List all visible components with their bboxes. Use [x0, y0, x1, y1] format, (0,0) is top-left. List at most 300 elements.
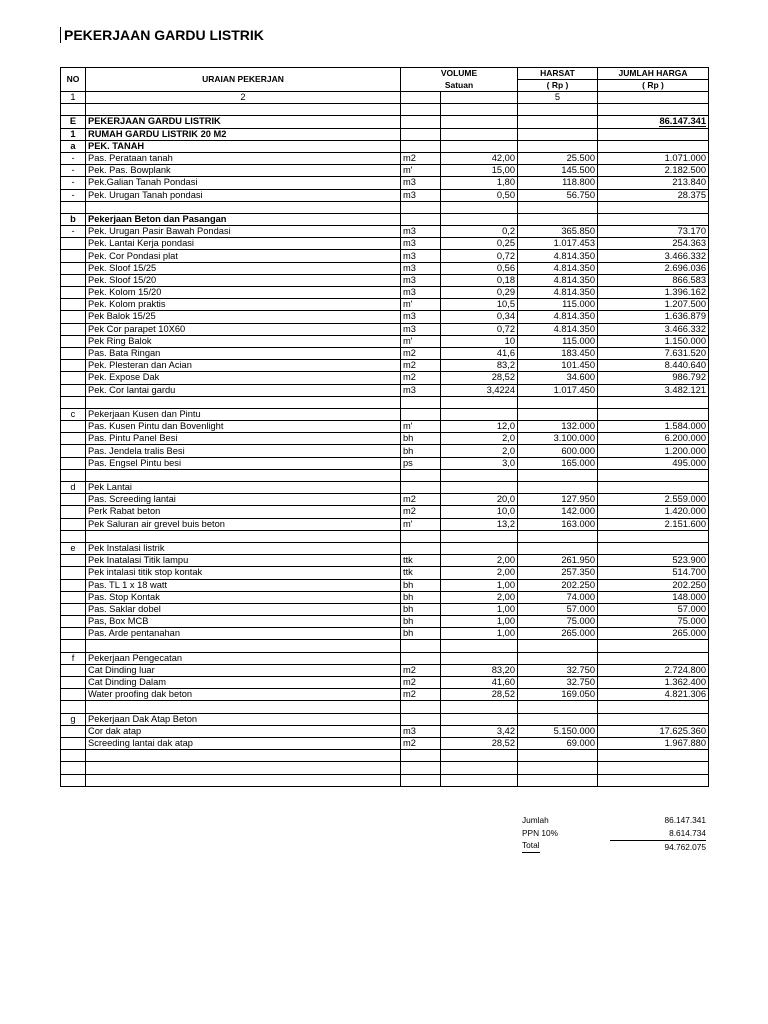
cell-harsat: 3.100.000: [518, 433, 598, 445]
cell-vol: 0,29: [441, 287, 518, 299]
cell-uraian: Pek Balok 15/25: [86, 311, 401, 323]
cell-no: a: [61, 140, 86, 152]
table-row: [61, 555, 709, 567]
col-jumlah-header: JUMLAH HARGA: [598, 68, 709, 80]
cell-jumlah: 213.840: [598, 177, 709, 189]
cell-no: [61, 530, 86, 542]
cell-sat: m3: [401, 262, 441, 274]
cell-uraian: Pas. Screeding lantai: [86, 494, 401, 506]
table-row: [61, 262, 709, 274]
cell-harsat: 169.050: [518, 689, 598, 701]
cell-harsat: 265.000: [518, 628, 598, 640]
cell-uraian: Pek. Cor lantai gardu: [86, 384, 401, 396]
cell-uraian: Pekerjaan Dak Atap Beton: [86, 713, 401, 725]
spacer-row: [61, 104, 709, 116]
cell-sat: m3: [401, 384, 441, 396]
cell-vol: [441, 774, 518, 786]
cell-jumlah: [598, 762, 709, 774]
cell-sat: m3: [401, 323, 441, 335]
cell-harsat: 115.000: [518, 335, 598, 347]
table-row: [61, 299, 709, 311]
table-row: [61, 567, 709, 579]
cell-jumlah: [598, 140, 709, 152]
cell-jumlah: [598, 542, 709, 554]
cell-jumlah: 73.170: [598, 226, 709, 238]
cell-harsat: 4.814.350: [518, 311, 598, 323]
cell-harsat: 132.000: [518, 421, 598, 433]
cell-jumlah: 148.000: [598, 591, 709, 603]
cell-jumlah: [598, 701, 709, 713]
cell-sat: [401, 530, 441, 542]
cell-no: [61, 750, 86, 762]
cell-uraian: Pek. Cor Pondasi plat: [86, 250, 401, 262]
cell-vol: 10,5: [441, 299, 518, 311]
cell-jumlah: 28.375: [598, 189, 709, 201]
cell-no: [61, 323, 86, 335]
cell-jumlah: 514.700: [598, 567, 709, 579]
cell-jumlah: [598, 750, 709, 762]
table-row: [61, 165, 709, 177]
cell-vol: 2,00: [441, 591, 518, 603]
cell-harsat: 4.814.350: [518, 262, 598, 274]
cell-no: [61, 445, 86, 457]
cell-harsat: [518, 652, 598, 664]
table-row: [61, 701, 709, 713]
cell-harsat: 183.450: [518, 347, 598, 359]
section-total-row: [61, 116, 709, 128]
cell-uraian: [86, 640, 401, 652]
cell-vol: 0,72: [441, 250, 518, 262]
cell-uraian: Pas. Stop Kontak: [86, 591, 401, 603]
cell-vol: 0,18: [441, 274, 518, 286]
table-row: [61, 518, 709, 530]
cell-jumlah: [598, 482, 709, 494]
cell-no: [61, 384, 86, 396]
cell-no: [61, 518, 86, 530]
table-row: [61, 457, 709, 469]
cell-uraian: Pas. Pintu Panel Besi: [86, 433, 401, 445]
cell-jumlah: [598, 652, 709, 664]
table-row: [61, 713, 709, 725]
cell-vol: [441, 201, 518, 213]
cell-vol: 2,0: [441, 445, 518, 457]
cell-no: b: [61, 213, 86, 225]
cell-sat: m3: [401, 274, 441, 286]
cell-vol: 2,0: [441, 433, 518, 445]
cell-uraian: PEK. TANAH: [86, 140, 401, 152]
cell-jumlah: [598, 530, 709, 542]
cell-uraian: Pas, Box MCB: [86, 616, 401, 628]
cell-vol: [441, 140, 518, 152]
cell-uraian: Pas. Engsel Pintu besi: [86, 457, 401, 469]
cell-vol: [441, 482, 518, 494]
cell-no: [61, 250, 86, 262]
cell-no: [61, 567, 86, 579]
cell-jumlah: 3.482.121: [598, 384, 709, 396]
cell-sat: [401, 652, 441, 664]
cell-sat: m3: [401, 177, 441, 189]
cell-no: [61, 677, 86, 689]
cell-no: [61, 506, 86, 518]
cell-sat: [401, 482, 441, 494]
cell-harsat: 115.000: [518, 299, 598, 311]
cell-vol: 3,4224: [441, 384, 518, 396]
cell-no: [61, 396, 86, 408]
cell-no: [61, 347, 86, 359]
cell-harsat: [518, 640, 598, 652]
cell-sat: bh: [401, 616, 441, 628]
table-row: [61, 445, 709, 457]
table-row: [61, 201, 709, 213]
cell-jumlah: 75.000: [598, 616, 709, 628]
cell-sat: [401, 140, 441, 152]
cell-jumlah: 7.631.520: [598, 347, 709, 359]
cell-uraian: Cor dak atap: [86, 725, 401, 737]
table-row: [61, 579, 709, 591]
cell-harsat: 261.950: [518, 555, 598, 567]
cell-uraian: Pek. Kolom praktis: [86, 299, 401, 311]
cell-harsat: 600.000: [518, 445, 598, 457]
cell-harsat: 74.000: [518, 591, 598, 603]
cell-sat: bh: [401, 591, 441, 603]
cell-no: f: [61, 652, 86, 664]
cell-harsat: 118.800: [518, 177, 598, 189]
cell-uraian: Pek intalasi titik stop kontak: [86, 567, 401, 579]
cell-sat: bh: [401, 433, 441, 445]
section-no: E: [61, 116, 86, 128]
cell-no: -: [61, 226, 86, 238]
cell-uraian: [86, 762, 401, 774]
cell-jumlah: 495.000: [598, 457, 709, 469]
cell-vol: [441, 762, 518, 774]
cell-no: [61, 469, 86, 481]
cell-harsat: 365.850: [518, 226, 598, 238]
cell-harsat: 1.017.450: [518, 384, 598, 396]
cell-uraian: [86, 701, 401, 713]
cell-jumlah: 1.584.000: [598, 421, 709, 433]
cell-sat: [401, 213, 441, 225]
table-row: [61, 421, 709, 433]
cell-sat: m2: [401, 360, 441, 372]
cell-no: [61, 640, 86, 652]
cell-vol: [441, 530, 518, 542]
cell-no: [61, 311, 86, 323]
cell-no: [61, 433, 86, 445]
cell-harsat: 32.750: [518, 664, 598, 676]
table-row: [61, 189, 709, 201]
table-row: [61, 737, 709, 749]
cell-jumlah: [598, 201, 709, 213]
cell-sat: bh: [401, 445, 441, 457]
cell-uraian: Pas. Kusen Pintu dan Bovenlight: [86, 421, 401, 433]
cell-uraian: Pek. Sloof 15/25: [86, 262, 401, 274]
table-row: [61, 152, 709, 164]
cell-uraian: [86, 530, 401, 542]
table-row: [61, 128, 709, 140]
cell-uraian: Pas. TL 1 x 18 watt: [86, 579, 401, 591]
cell-sat: [401, 542, 441, 554]
cell-vol: 1,80: [441, 177, 518, 189]
cell-vol: [441, 652, 518, 664]
cell-vol: [441, 750, 518, 762]
cell-sat: m2: [401, 664, 441, 676]
cell-jumlah: 986.792: [598, 372, 709, 384]
cell-harsat: 142.000: [518, 506, 598, 518]
cell-sat: [401, 774, 441, 786]
cell-harsat: 56.750: [518, 189, 598, 201]
cell-sat: m': [401, 165, 441, 177]
cell-uraian: Pekerjaan Beton dan Pasangan: [86, 213, 401, 225]
cell-no: [61, 591, 86, 603]
table-row: [61, 725, 709, 737]
cell-jumlah: 4.821.306: [598, 689, 709, 701]
cell-uraian: Pas. Perataan tanah: [86, 152, 401, 164]
cell-no: -: [61, 177, 86, 189]
cell-vol: 83,20: [441, 664, 518, 676]
cell-no: [61, 689, 86, 701]
cell-uraian: Pas. Arde pentanahan: [86, 628, 401, 640]
table-row: [61, 689, 709, 701]
cell-harsat: [518, 774, 598, 786]
cell-vol: 28,52: [441, 372, 518, 384]
cell-jumlah: 2.151.600: [598, 518, 709, 530]
cell-vol: 10,0: [441, 506, 518, 518]
cell-vol: [441, 469, 518, 481]
cell-vol: [441, 701, 518, 713]
table-row: [61, 177, 709, 189]
cell-vol: 3,42: [441, 725, 518, 737]
cell-no: [61, 579, 86, 591]
cell-harsat: 4.814.350: [518, 274, 598, 286]
index-jumlah: [598, 92, 709, 104]
index-vol: [441, 92, 518, 104]
cell-harsat: 5.150.000: [518, 725, 598, 737]
cell-vol: 10: [441, 335, 518, 347]
cell-uraian: Pek Lantai: [86, 482, 401, 494]
cell-vol: 1,00: [441, 616, 518, 628]
cell-uraian: Pekerjaan Pengecatan: [86, 652, 401, 664]
cell-sat: m3: [401, 238, 441, 250]
cell-harsat: [518, 201, 598, 213]
cell-no: -: [61, 165, 86, 177]
cell-vol: [441, 128, 518, 140]
cell-vol: 13,2: [441, 518, 518, 530]
cell-vol: 41,60: [441, 677, 518, 689]
cell-no: [61, 299, 86, 311]
cell-sat: m3: [401, 189, 441, 201]
cell-jumlah: 1.967.880: [598, 737, 709, 749]
cell-jumlah: 57.000: [598, 603, 709, 615]
col-uraian-header: URAIAN PEKERJAN: [86, 68, 401, 92]
cell-no: [61, 664, 86, 676]
cell-no: [61, 603, 86, 615]
cell-vol: 0,56: [441, 262, 518, 274]
cell-no: -: [61, 189, 86, 201]
cell-jumlah: 3.466.332: [598, 250, 709, 262]
cell-jumlah: 3.466.332: [598, 323, 709, 335]
cell-vol: [441, 713, 518, 725]
cell-vol: [441, 542, 518, 554]
section-total-value: 86.147.341: [598, 116, 709, 128]
cell-sat: m3: [401, 226, 441, 238]
table-row: [61, 482, 709, 494]
cell-no: [61, 494, 86, 506]
cell-uraian: [86, 774, 401, 786]
cell-jumlah: 2.559.000: [598, 494, 709, 506]
cell-jumlah: [598, 640, 709, 652]
cell-sat: [401, 408, 441, 420]
cell-harsat: [518, 713, 598, 725]
cell-harsat: 127.950: [518, 494, 598, 506]
cell-jumlah: [598, 128, 709, 140]
table-row: [61, 616, 709, 628]
table-row: [61, 542, 709, 554]
cell-harsat: [518, 408, 598, 420]
cell-sat: ttk: [401, 567, 441, 579]
cell-vol: [441, 396, 518, 408]
cell-jumlah: 2.182.500: [598, 165, 709, 177]
cell-harsat: [518, 128, 598, 140]
cell-jumlah: 1.150.000: [598, 335, 709, 347]
cell-harsat: 101.450: [518, 360, 598, 372]
cell-sat: [401, 713, 441, 725]
cell-harsat: [518, 530, 598, 542]
cell-sat: [401, 750, 441, 762]
cell-vol: [441, 640, 518, 652]
cell-vol: 20,0: [441, 494, 518, 506]
table-row: [61, 494, 709, 506]
cell-uraian: Pek Instalasi listrik: [86, 542, 401, 554]
cell-sat: [401, 762, 441, 774]
cell-sat: m2: [401, 506, 441, 518]
cell-harsat: [518, 396, 598, 408]
cell-uraian: Pek Saluran air grevel buis beton: [86, 518, 401, 530]
col-volume-header: VOLUME: [401, 68, 518, 80]
index-no: 1: [61, 92, 86, 104]
cell-jumlah: [598, 408, 709, 420]
cell-no: -: [61, 152, 86, 164]
table-row: [61, 640, 709, 652]
cell-sat: [401, 128, 441, 140]
table-row: [61, 250, 709, 262]
cell-vol: 0,2: [441, 226, 518, 238]
section-label: PEKERJAAN GARDU LISTRIK: [86, 116, 401, 128]
cell-jumlah: 1.420.000: [598, 506, 709, 518]
cell-no: d: [61, 482, 86, 494]
table-row: [61, 323, 709, 335]
cell-uraian: Pekerjaan Kusen dan Pintu: [86, 408, 401, 420]
cell-jumlah: [598, 396, 709, 408]
cell-sat: m': [401, 421, 441, 433]
cell-vol: 28,52: [441, 737, 518, 749]
cell-sat: m2: [401, 347, 441, 359]
cell-no: [61, 628, 86, 640]
cell-no: [61, 555, 86, 567]
cell-sat: m2: [401, 494, 441, 506]
cell-uraian: [86, 469, 401, 481]
cell-jumlah: 1.071.000: [598, 152, 709, 164]
col-jumlah-unit: ( Rp ): [598, 80, 709, 92]
cell-sat: m2: [401, 737, 441, 749]
table-row: [61, 226, 709, 238]
cell-harsat: 202.250: [518, 579, 598, 591]
summary-jumlah: Jumlah 86.147.341: [522, 815, 706, 825]
col-harsat-unit: ( Rp ): [518, 80, 598, 92]
cell-no: [61, 616, 86, 628]
cell-sat: ps: [401, 457, 441, 469]
header-row: [61, 68, 709, 80]
cell-no: [61, 335, 86, 347]
table-row: [61, 469, 709, 481]
table-row: [61, 530, 709, 542]
cell-uraian: Pas. Saklar dobel: [86, 603, 401, 615]
table-row: [61, 384, 709, 396]
cell-harsat: 163.000: [518, 518, 598, 530]
table-row: [61, 774, 709, 786]
table-row: [61, 628, 709, 640]
cell-uraian: Pek. Kolom 15/20: [86, 287, 401, 299]
table-row: [61, 750, 709, 762]
table-row: [61, 287, 709, 299]
cell-harsat: 4.814.350: [518, 287, 598, 299]
summary-ppn: PPN 10% 8.614.734: [522, 828, 706, 838]
cell-no: e: [61, 542, 86, 554]
cell-uraian: Pek. Expose Dak: [86, 372, 401, 384]
cell-harsat: 75.000: [518, 616, 598, 628]
table-row: [61, 591, 709, 603]
cell-sat: [401, 201, 441, 213]
cell-jumlah: 1.362.400: [598, 677, 709, 689]
cell-jumlah: [598, 213, 709, 225]
cell-uraian: RUMAH GARDU LISTRIK 20 M2: [86, 128, 401, 140]
cell-no: [61, 457, 86, 469]
cell-uraian: Screeding lantai dak atap: [86, 737, 401, 749]
cell-harsat: 57.000: [518, 603, 598, 615]
table-row: [61, 677, 709, 689]
cell-sat: [401, 396, 441, 408]
cell-vol: 2,00: [441, 567, 518, 579]
cell-jumlah: [598, 774, 709, 786]
cell-jumlah: 8.440.640: [598, 360, 709, 372]
cell-jumlah: 17.625.360: [598, 725, 709, 737]
cell-no: g: [61, 713, 86, 725]
cell-vol: 2,00: [441, 555, 518, 567]
index-sat: [401, 92, 441, 104]
cell-harsat: [518, 213, 598, 225]
cell-uraian: Pek. Plesteran dan Acian: [86, 360, 401, 372]
cell-no: [61, 287, 86, 299]
cell-harsat: [518, 469, 598, 481]
table-row: [61, 372, 709, 384]
cell-sat: m': [401, 335, 441, 347]
cell-vol: 83,2: [441, 360, 518, 372]
cell-uraian: [86, 396, 401, 408]
cell-harsat: 4.814.350: [518, 323, 598, 335]
cell-no: 1: [61, 128, 86, 140]
cell-jumlah: [598, 713, 709, 725]
cell-vol: 41,6: [441, 347, 518, 359]
cell-vol: 15,00: [441, 165, 518, 177]
cell-harsat: 1.017.453: [518, 238, 598, 250]
cell-no: c: [61, 408, 86, 420]
table-row: [61, 335, 709, 347]
cell-uraian: Pek Ring Balok: [86, 335, 401, 347]
table-row: [61, 664, 709, 676]
table-row: [61, 603, 709, 615]
cell-no: [61, 701, 86, 713]
cell-no: [61, 262, 86, 274]
cell-jumlah: 1.200.000: [598, 445, 709, 457]
